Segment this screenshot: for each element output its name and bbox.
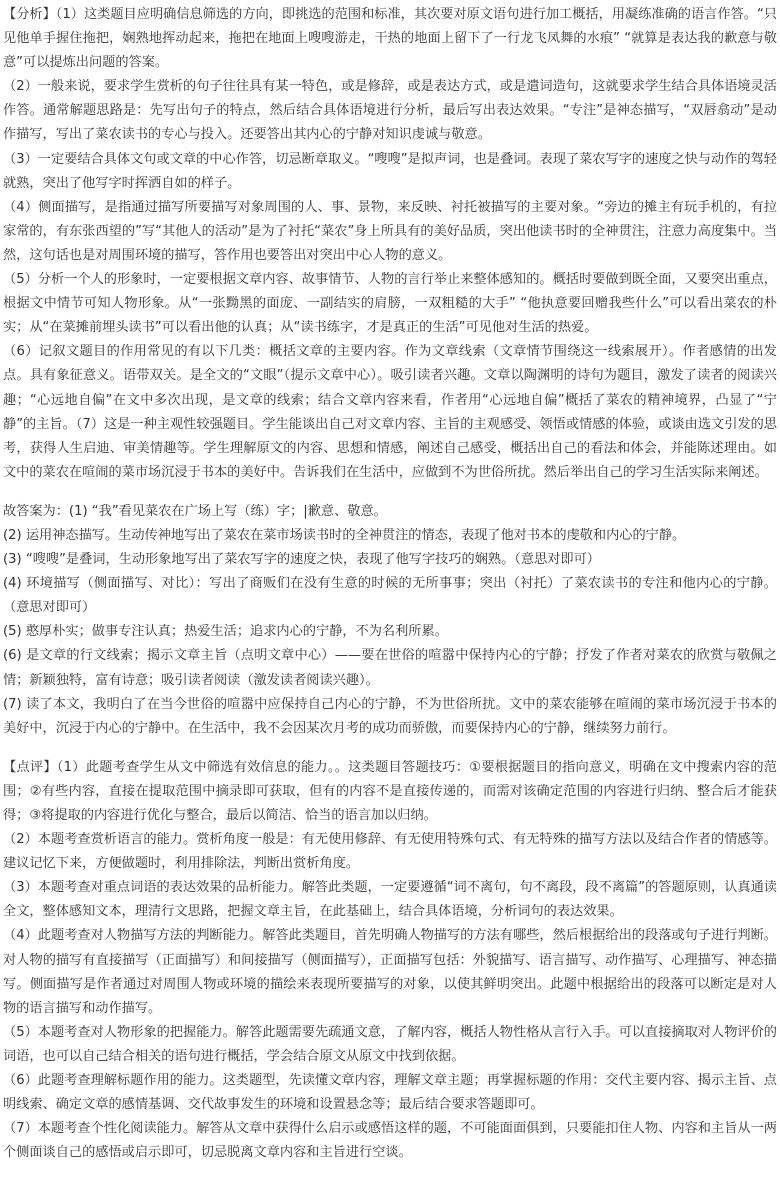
analysis-paragraph: （4）侧面描写，是指通过描写所要描写对象周围的人、事、景物，来反映、衬托被描写的主要对象。“旁边的摊主有玩手机的，有拉家常的，有东张西望的”写“其他人的活动”是为了衬托“菜农”身上所具有的美好品质，突出他读书时的全神贯注，注意力高度集中。当然，这句话也是对周围环境的描写，答作用也要答出对突出中心人物的意义。 bbox=[3, 199, 777, 263]
commentary-section bbox=[3, 756, 777, 1166]
commentary-paragraph: （5）本题考查对人物形象的把握能力。解答此题需要先疏通文意，了解内容，概括人物性格从言行入手。可以直接摘取对人物评价的词语，也可以自己结合相关的语句进行概括，学会结合原文从原文中找到依据。 bbox=[3, 1024, 777, 1064]
commentary-paragraph: 【点评】（1）此题考查学生从文中筛选有效信息的能力。。这类题目答题技巧：①要根据题目的指向意义，明确在文中搜索内容的范围；②有些内容，直接在提取范围中摘录即可获取，但有的内容不是直接传递的，而需对该确定范围的内容进行归纳、整合后才能获得；③将提取的内容进行优化与整合，最后以简洁、恰当的语言加以归纳。 bbox=[3, 759, 777, 823]
answer-paragraph: (7) 读了本文，我明白了在当今世俗的喧嚣中应保持自己内心的宁静，不为世俗所扰。文中的菜农能够在喧闹的菜市场沉浸于书本的美好中，沉浸于内心的宁静中。在生活中，我不会因某次月考的成功而骄傲，而要保持内心的宁静，继续努力前行。 bbox=[3, 696, 777, 736]
section-spacer bbox=[3, 741, 777, 756]
answer-section bbox=[3, 500, 777, 741]
analysis-paragraph: （5）分析一个人的形象时，一定要根据文章内容、故事情节、人物的言行举止来整体感知的。概括时要做到既全面，又要突出重点，根据文中情节可知人物形象。从“一张黝黑的面庞、一副结实的肩膀，一双粗糙的大手” “他执意要回赠我些什么”可以看出菜农的朴实；从“在菜摊前埋头读书”可以看出他的认真；从“读书练字，才是真正的生活”可见他对生活的热爱。 bbox=[3, 272, 777, 336]
answer-paragraph: (6) 是文章的行文线索；揭示文章主旨（点明文章中心）——要在世俗的喧嚣中保持内心的宁静；抒发了作者对菜农的欣赏与敬佩之情；新颖独特，富有诗意；吸引读者阅读（激发读者阅读兴趣）。 bbox=[3, 648, 777, 688]
commentary-paragraph: （7）本题考查个性化阅读能力。解答从文章中获得什么启示或感悟这样的题，不可能面面俱到，只要能扣住人物、内容和主旨从一两个侧面谈自己的感悟或启示即可，切忌脱离文章内容和主旨进行空谈。 bbox=[3, 1121, 777, 1161]
section-spacer bbox=[3, 485, 777, 500]
answer-paragraph: (3) “嗖嗖”是叠词，生动形象地写出了菜农写字的速度之快，表现了他写字技巧的娴熟。（意思对即可） bbox=[3, 552, 600, 568]
analysis-paragraph: （2）一般来说，要求学生赏析的句子往往具有某一特色，或是修辞，或是表达方式，或是遣词造句，这就要求学生结合具体语境灵活作答。通常解题思路是：先写出句子的特点，然后结合具体语境进行分析，最后写出表达效果。“专注”是神态描写，“双唇翕动”是动作描写，写出了菜农读书的专心与投入。还要答出其内心的宁静对知识虔诚与敬意。 bbox=[3, 79, 777, 143]
commentary-paragraph: （6）此题考查理解标题作用的能力。这类题型，先读懂文章内容，理解文章主题；再掌握标题的作用：交代主要内容、揭示主旨、点明线索、确定文章的感情基调、交代故事发生的环境和设置悬念等；最后结合要求答题即可。 bbox=[3, 1073, 777, 1113]
analysis-paragraph: 【分析】（1）这类题目应明确信息筛选的方向，即挑选的范围和标准，其次要对原文语句进行加工概括，用凝练准确的语言作答。“只见他单手握住拖把，娴熟地挥动起来，拖把在地面上嗖嗖游走，干热的地面上留下了一行龙飞凤舞的水痕” “就算是表达我的歉意与敬意”可以提炼出问题的答案。 bbox=[3, 7, 777, 71]
answer-paragraph: (5) 憨厚朴实；做事专注认真；热爱生活；追求内心的宁静，不为名利所累。 bbox=[3, 624, 448, 640]
answer-paragraph: (4) 环境描写（侧面描写、对比）：写出了商贩们在没有生意的时候的无所事事；突出（衬托）了菜农读书的专注和他内心的宁静。（意思对即可） bbox=[3, 576, 777, 616]
analysis-paragraph: （3）一定要结合具体文句或文章的中心作答，切忌断章取义。“嗖嗖”是拟声词，也是叠词。表现了菜农写字的速度之快与动作的驾轻就熟，突出了他写字时挥洒自如的样子。 bbox=[3, 151, 777, 191]
answer-paragraph: 故答案为：(1) “我”看见菜农在广场上写（练）字；|歉意、敬意。 bbox=[3, 503, 387, 519]
commentary-paragraph: （3）本题考查对重点词语的表达效果的品析能力。解答此类题，一定要遵循“词不离句，句不离段，段不离篇”的答题原则，认真通读全文，整体感知文本，理清行文思路，把握文章主旨，在此基础上，结合具体语境，分析词句的表达效果。 bbox=[3, 880, 777, 920]
answer-paragraph: (2) 运用神态描写。生动传神地写出了菜农在菜市场读书时的全神贯注的情态，表现了他对书本的虔敬和内心的宁静。 bbox=[3, 527, 686, 543]
commentary-paragraph: （2）本题考查赏析语言的能力。赏析角度一般是：有无使用修辞、有无使用特殊句式、有无特殊的描写方法以及结合作者的情感等。建议记忆下来，方便做题时，利用排除法，判断出赏析角度。 bbox=[3, 832, 777, 872]
commentary-paragraph: （4）此题考查对人物描写方法的判断能力。解答此类题目，首先明确人物描写的方法有哪些，然后根据给出的段落或句子进行判断。对人物的描写有直接描写（正面描写）和间接描写（侧面描写），正面描写包括：外貌描写、语言描写、动作描写、心理描写、神态描写。侧面描写是作者通过对周围人物或环境的描绘来表现所要描写的对象，以使其鲜明突出。此题中根据给出的段落可以断定是对人物的语言描写和动作描写。 bbox=[3, 928, 777, 1016]
analysis-paragraph: （6）记叙文题目的作用常见的有以下几类：概括文章的主要内容。作为文章线索（文章情节围绕这一线索展开）。作者感情的出发点。具有象征意义。语带双关。是全文的“文眼”（提示文章中心）。吸引读者兴趣。文章以陶渊明的诗句为题目，激发了读者的阅读兴趣；“心远地自偏”在文中多次出现，是文章的线索；结合文章内容来看，作者用“心远地自偏”概括了菜农的精神境界，凸显了“宁静”的主旨。（7）这是一种主观性较强题目。学生能谈出自己对文章内容、主旨的主观感受、领悟或情感的体验，或谈由选文引发的思考，获得人生启迪、审美情趣等。学生理解原文的内容、思想和情感，阐述自己感受，概括出自己的看法和体会，并能陈述理由。如文中的菜农在喧闹的菜市场沉浸于书本的美好中。告诉我们在生活中，应做到不为世俗所扰。然后举出自己的学习生活实际来阐述。 bbox=[3, 344, 777, 480]
analysis-section bbox=[3, 3, 777, 485]
